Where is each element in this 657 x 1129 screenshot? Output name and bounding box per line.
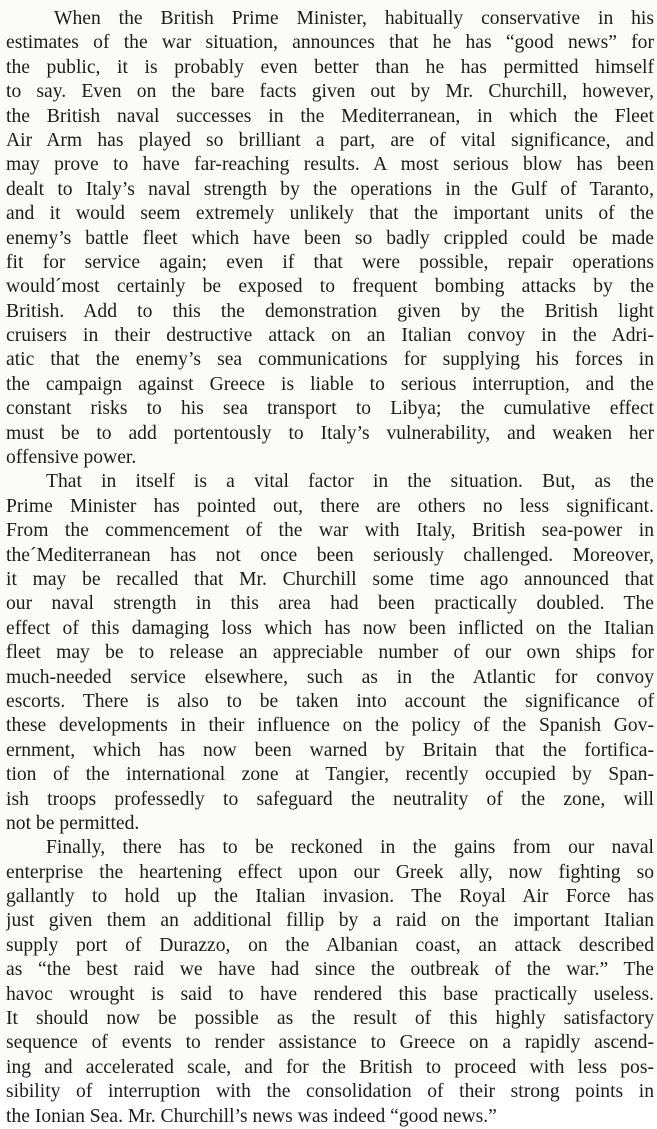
text-line: it may be recalled that Mr. Churchill some time ago announced that	[6, 568, 654, 590]
text-line: That in itself is a vital factor in the situation. But, as the	[46, 471, 654, 493]
text-line: not be permitted.	[6, 812, 140, 834]
paragraph-good-news-from-mediterranean	[6, 0, 654, 470]
text-line: the´Mediterranean has not once been seriously challenged. Moreover,	[6, 544, 654, 566]
text-line: these developments in their influence on the policy of the Spanish Gov-	[6, 715, 654, 737]
text-line: dealt to Italy’s naval strength by the operations in the Gulf of Taranto,	[6, 178, 654, 200]
text-line: enterprise the heartening effect upon our Greek ally, now fighting so	[6, 861, 654, 883]
text-line: may prove to have far-reaching results. A most serious blow has been	[6, 154, 654, 176]
text-line: must be to add portentously to Italy’s vulnerability, and weaken her	[6, 422, 654, 444]
text-line: the campaign against Greece is liable to serious interruption, and the	[6, 373, 654, 395]
text-line: and it would seem extremely unlikely that the important units of the	[6, 203, 654, 225]
text-line: fleet may be to release an appreciable number of our own ships for	[6, 642, 654, 664]
paragraph-vital-factor	[6, 470, 654, 836]
text-line: gallantly to hold up the Italian invasion. The Royal Air Force has	[6, 886, 654, 908]
text-line: British. Add to this the demonstration given by the British light	[6, 300, 654, 322]
text-line: ing and accelerated scale, and for the British to proceed with less pos-	[6, 1056, 654, 1078]
text-line: constant risks to his sea transport to Libya; the cumulative effect	[6, 398, 654, 420]
text-line: the British naval successes in the Mediterranean, in which the Fleet	[6, 105, 654, 127]
text-line: fit for service again; even if that were possible, repair operations	[6, 251, 654, 273]
text-line: offensive power.	[6, 447, 137, 469]
text-line: From the commencement of the war with Italy, British sea-power in	[6, 520, 654, 542]
text-line: supply port of Durazzo, on the Albanian coast, an attack described	[6, 934, 654, 956]
text-line: tion of the international zone at Tangier, recently occupied by Span-	[6, 764, 654, 786]
text-line: sequence of events to render assistance to Greece on a rapidly ascend-	[6, 1032, 654, 1054]
text-line: much-needed service elsewhere, such as in the Atlantic for convoy	[6, 666, 654, 688]
text-line: sibility of interruption with the consolidation of their strong points in	[6, 1081, 654, 1103]
text-line: cruisers in their destructive attack on an Italian convoy in the Adri-	[6, 325, 654, 347]
text-line: escorts. There is also to be taken into account the significance of	[6, 690, 654, 712]
text-line: havoc wrought is said to have rendered this base practically useless.	[6, 983, 654, 1005]
paragraph-finally-greek-ally	[6, 836, 654, 1129]
text-line: to say. Even on the bare facts given out by Mr. Churchill, however,	[6, 81, 654, 103]
text-line: ernment, which has now been warned by Britain that the fortifica-	[6, 739, 654, 761]
text-line: our naval strength in this area had been practically doubled. The	[6, 593, 654, 615]
text-line: Air Arm has played so brilliant a part, are of vital significance, and	[6, 129, 654, 151]
text-line: effect of this damaging loss which has now been inflicted on the Italian	[6, 617, 654, 639]
text-line: estimates of the war situation, announces that he has “good news” for	[6, 32, 654, 54]
text-line: atic that the enemy’s sea communications for supplying his forces in	[6, 349, 654, 371]
text-line: enemy’s battle fleet which have been so badly crippled could be made	[6, 227, 654, 249]
text-line: would´most certainly be exposed to frequent bombing attacks by the	[6, 276, 654, 298]
text-line: Finally, there has to be reckoned in the gains from our naval	[46, 837, 654, 859]
text-line: the Ionian Sea. Mr. Churchill’s news was indeed “good news.”	[6, 1105, 497, 1127]
text-line: just given them an additional fillip by a raid on the important Italian	[6, 910, 654, 932]
text-line: ish troops professedly to safeguard the neutrality of the zone, will	[6, 788, 654, 810]
text-line: the public, it is probably even better than he has permitted himself	[6, 56, 654, 78]
text-line: When the British Prime Minister, habitually conservative in his	[54, 8, 654, 29]
text-line: It should now be possible as the result of this highly satisfactory	[6, 1008, 654, 1030]
article-text-column	[6, 0, 654, 1129]
text-line: Prime Minister has pointed out, there are others no less significant.	[6, 495, 654, 517]
text-line: as “the best raid we have had since the outbreak of the war.” The	[6, 959, 654, 981]
